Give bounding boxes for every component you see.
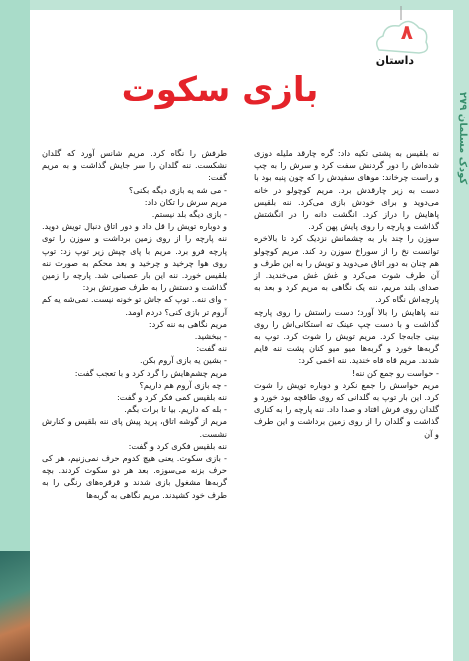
paragraph: مریم حواسش را جمع نکرد و دوباره تویش را شوت کرد. این بار توپ به گلدانی که روی طاقچه بود خورد و گلدان روی فرش افتاد و صدا داد. ننه پارچه را به کناری گذاشت و گلدان را از روی زمین برداشت و این طرف و آن bbox=[254, 379, 439, 439]
paragraph: - بله که داریم. بیا تا برات بگم. bbox=[124, 404, 227, 415]
paragraph: - چه بازی آروم هم داریم؟ bbox=[139, 379, 227, 390]
paragraph: - بازی سکوت. یعنی هیچ کدوم حرف نمی‌زنیم، هر کی حرف بزنه می‌سوزه. بعد هر دو سکوت کردند. بچه گربه‌ها مشغول بازی شدند و قرقره‌های رنگی را به طرف خود کشیدند. مریم نگاهی به گربه‌ها bbox=[42, 453, 227, 500]
paragraph: مریم سرش را تکان داد: bbox=[144, 196, 227, 207]
paragraph: ننه پاهایش را بالا آورد؛ دست راستش را روی پارچه گذاشت و با دست چپ عینک ته استکانی‌اش را روی بینی جابه‌جا کرد. مریم تویش را شوت کرد. توپ به گربه‌ها خورد و گربه‌ها میو میو کنان پشت ننه قایم شدند. مریم قاه قاه خندید. ننه اخمی کرد: bbox=[254, 306, 439, 366]
paragraph: و دوباره تویش را قل داد و دور اتاق دنبال تویش دوید. ننه پارچه را از روی زمین برداشت و سوزن را توی پارچه فرو برد. مریم با پای چپش زیر توپ زد: توپ روی هوا چرخید و چرخید و بعد محکم به صورت ننه بلقیس خورد. ننه این بار عصبانی شد. پارچه را زمین گذاشت و دستش را به طرف صورتش برد: bbox=[42, 221, 227, 293]
paragraph: - حواست رو جمع کن ننه! bbox=[351, 367, 439, 378]
paragraph: مریم چشم‌هایش را گرد کرد و با تعجب گفت: bbox=[74, 367, 227, 378]
paragraph: ننه بلقیس کمی فکر کرد و گفت: bbox=[116, 392, 227, 403]
paragraph: نه بلقیس به پشتی تکیه داد: گره چارقد ملیله دوزی شده‌اش را دور گردنش سفت کرد و سرش را به چپ و راست چرخاند: موهای سفیدش را که چون پنبه بود با دست به زیر چارقدش برد. مریم کوچولو در خانه می‌دوید و برای خودش بازی می‌کرد. ننه بلقیس پاهایش را دراز کرد. انگشت دانه را در انگشتش گذاشت و پارچه را روی پایش پهن کرد. bbox=[254, 148, 439, 232]
paragraph: - بشین یه بازی آروم بکن. bbox=[140, 355, 227, 366]
column-left bbox=[42, 147, 227, 501]
paragraph: ننه بلقیس فکری کرد و گفت: bbox=[128, 440, 227, 451]
side-strip bbox=[453, 0, 469, 661]
paragraph: طرفش را نگاه کرد. مریم شانس آورد که گلدان نشکست. ننه گلدان را سر جایش گذاشت و به مریم گفت: bbox=[42, 148, 227, 183]
side-label: کودک مسلمان ۲۷۹ bbox=[457, 92, 468, 185]
paragraph: - ببخشید. bbox=[194, 331, 227, 342]
paragraph: - می شه یه بازی دیگه بکنی؟ bbox=[128, 184, 227, 195]
paragraph: مریم از گوشه اتاق، پرید پیش پای ننه بلقیس و کنارش نشست. bbox=[42, 416, 227, 439]
paragraph: سوزن را چند بار به چشمانش نزدیک کرد تا بالاخره توانست نخ را از سوراخ سوزن رد کند. مریم کوچولو هم چنان به دور اتاق می‌دوید و تویش را به این طرف و آن طرف شوت می‌کرد و غش غش می‌خندید. از صدای بلند مریم، ننه یک نگاهی به مریم کرد و بعد به پارچه‌اش نگاه کرد. bbox=[254, 233, 439, 305]
paragraph: ننه گفت: bbox=[196, 343, 227, 354]
paragraph: مریم نگاهی به ننه کرد: bbox=[148, 318, 227, 329]
section-label: داستان bbox=[375, 54, 414, 67]
story-title: بازی سکوت bbox=[121, 70, 319, 110]
decorative-illustration bbox=[0, 551, 30, 661]
column-right bbox=[254, 147, 439, 440]
paragraph: - بازی دیگه بلد نیستم. bbox=[151, 209, 227, 220]
paragraph: - وای ننه.. توپ که جاش تو خونه نیست. نمی‌شه یه کم آروم تر بازی کنی؟ دردم اومد. bbox=[42, 294, 227, 317]
page-number: ۸ bbox=[400, 20, 413, 44]
